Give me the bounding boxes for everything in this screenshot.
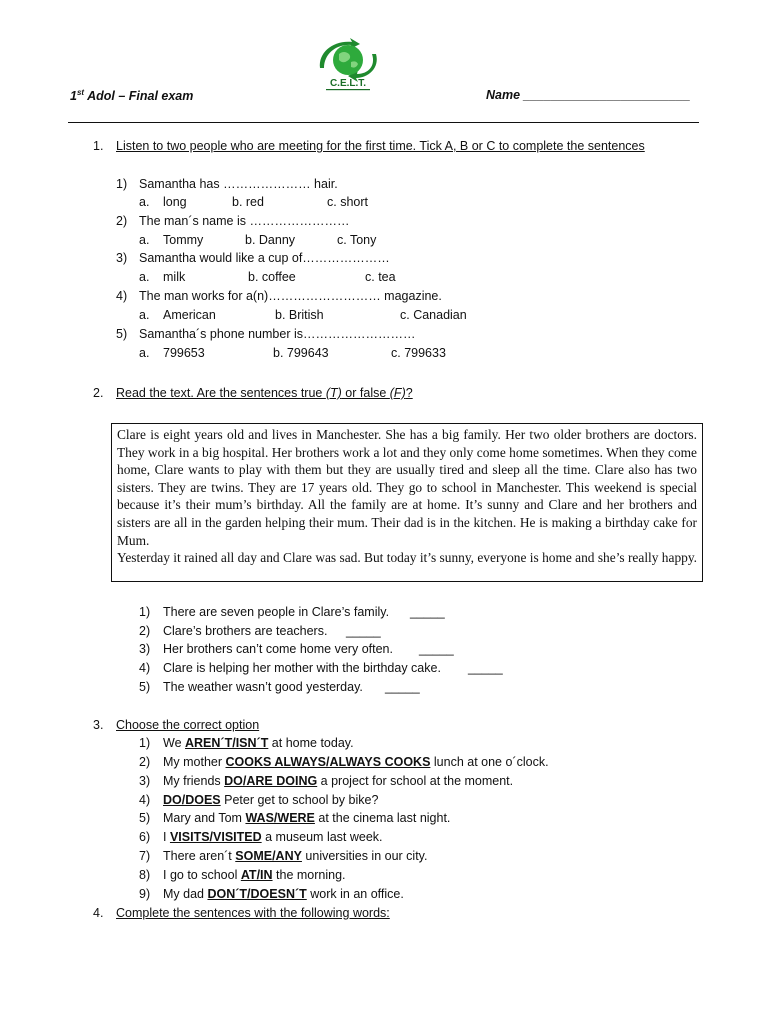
statement-number: 3) (139, 642, 151, 656)
choice-options[interactable]: WAS/WERE (245, 811, 315, 825)
choice-options[interactable]: VISITS/VISITED (169, 830, 262, 844)
item-number: 9) (139, 887, 151, 901)
choice-options[interactable]: COOKS ALWAYS/ALWAYS COOKS (225, 755, 431, 769)
grammar-sentence: We AREN´T/ISN´T at home today. (163, 736, 354, 750)
option-a-marker: a. (139, 270, 150, 284)
item-number: 7) (139, 849, 151, 863)
choice-options[interactable]: DON´T/DOESN´T (207, 887, 307, 901)
statement-number: 4) (139, 661, 151, 675)
section-3-number: 3. (93, 718, 104, 732)
choice-options[interactable]: SOME/ANY (235, 849, 302, 863)
item-number: 6) (139, 830, 151, 844)
option-c[interactable]: c. Canadian (400, 308, 467, 322)
statement-text: Clare’s brothers are teachers. (163, 624, 328, 638)
statement-number: 1) (139, 605, 151, 619)
option-c[interactable]: c. tea (365, 270, 396, 284)
option-b[interactable]: b. coffee (248, 270, 296, 284)
answer-blank[interactable]: _____ (385, 680, 420, 694)
option-c[interactable]: c. 799633 (391, 346, 446, 360)
header-divider (68, 122, 699, 123)
grammar-sentence: My dad DON´T/DOESN´T work in an office. (163, 887, 404, 901)
option-a[interactable]: American (163, 308, 216, 322)
option-a[interactable]: 799653 (163, 346, 205, 360)
question-text: Samantha has ………………… hair. (139, 177, 338, 191)
question-text: The man´s name is …………………… (139, 214, 350, 228)
answer-blank[interactable]: _____ (346, 624, 381, 638)
option-a-marker: a. (139, 195, 150, 209)
grammar-sentence: My mother COOKS ALWAYS/ALWAYS COOKS lunch at one o´clock. (163, 755, 549, 769)
section-2-instruction: Read the text. Are the sentences true (T) or false (F)? (116, 386, 413, 400)
grammar-sentence: I VISITS/VISITED a museum last week. (163, 830, 383, 844)
statement-text: Clare is helping her mother with the birthday cake. (163, 661, 441, 675)
item-number: 5) (139, 811, 151, 825)
choice-options[interactable]: AT/IN (240, 868, 273, 882)
question-number: 3) (116, 251, 128, 265)
section-4-number: 4. (93, 906, 104, 920)
item-number: 8) (139, 868, 151, 882)
statement-number: 5) (139, 680, 151, 694)
question-text: The man works for a(n)……………………… magazine. (139, 289, 442, 303)
item-number: 4) (139, 793, 151, 807)
item-number: 2) (139, 755, 151, 769)
question-number: 5) (116, 327, 128, 341)
exam-title: 1st Adol – Final exam (70, 88, 194, 104)
choice-options[interactable]: DO/ARE DOING (224, 774, 318, 788)
option-a[interactable]: long (163, 195, 187, 209)
option-b[interactable]: b. British (275, 308, 324, 322)
section-1-instruction: Listen to two people who are meeting for the first time. Tick A, B or C to complete the sentences (116, 139, 645, 153)
answer-blank[interactable]: _____ (468, 661, 503, 675)
grammar-sentence: There aren´t SOME/ANY universities in our city. (163, 849, 428, 863)
grammar-sentence: My friends DO/ARE DOING a project for school at the moment. (163, 774, 514, 788)
answer-blank[interactable]: _____ (419, 642, 454, 656)
statement-number: 2) (139, 624, 151, 638)
grammar-sentence: I go to school AT/IN the morning. (163, 868, 346, 882)
option-c[interactable]: c. short (327, 195, 368, 209)
choice-options[interactable]: AREN´T/ISN´T (185, 736, 269, 750)
statement-text: Her brothers can’t come home very often. (163, 642, 393, 656)
choice-options[interactable]: DO/DOES (163, 793, 221, 807)
option-a-marker: a. (139, 233, 150, 247)
passage-paragraph: Yesterday it rained all day and Clare was sad. But today it’s sunny, everyone is home and she’s really happy. (117, 550, 698, 566)
celt-logo (312, 38, 384, 94)
item-number: 1) (139, 736, 151, 750)
option-b[interactable]: b. Danny (245, 233, 296, 247)
option-a[interactable]: Tommy (163, 233, 204, 247)
passage-paragraph: Clare is eight years old and lives in Manchester. She has a big family. Her two older brothers are doctors. They work in a big hospital. Her brothers work a lot and they only come home sometimes. When they come home, Clare wants to play with them but they are usually tired and sleep all the time. Clare also has two sisters. They are twins. They are 17 years old. They go to school in Manchester. This weekend is special because it’s their mum’s birthday. All the family are at home. It’s sunny and Clare and her brothers and sisters are all in the garden helping their mum. Their dad is in the kitchen. He is making a birthday cake for Mum. (117, 427, 697, 548)
option-b[interactable]: b. 799643 (273, 346, 329, 360)
section-1-number: 1. (93, 139, 104, 153)
grammar-sentence: DO/DOES Peter get to school by bike? (163, 793, 379, 807)
question-text: Samantha would like a cup of………………… (139, 251, 390, 265)
option-c[interactable]: c. Tony (337, 233, 377, 247)
section-4-instruction: Complete the sentences with the following words: (116, 906, 390, 920)
name-field[interactable]: Name ________________________ (486, 88, 691, 102)
question-number: 1) (116, 177, 128, 191)
question-text: Samantha´s phone number is……………………… (139, 327, 416, 341)
logo-text: C.E.L.T. (329, 78, 367, 89)
answer-blank[interactable]: _____ (410, 605, 445, 619)
statement-text: There are seven people in Clare’s family. (163, 605, 390, 619)
question-number: 4) (116, 289, 128, 303)
section-2-number: 2. (93, 386, 104, 400)
question-number: 2) (116, 214, 128, 228)
reading-passage (111, 423, 703, 582)
statement-text: The weather wasn’t good yesterday. (163, 680, 363, 694)
item-number: 3) (139, 774, 151, 788)
section-3-instruction: Choose the correct option (116, 718, 260, 732)
option-b[interactable]: b. red (232, 195, 264, 209)
option-a-marker: a. (139, 308, 150, 322)
grammar-sentence: Mary and Tom WAS/WERE at the cinema last night. (163, 811, 451, 825)
option-a[interactable]: milk (163, 270, 186, 284)
option-a-marker: a. (139, 346, 150, 360)
